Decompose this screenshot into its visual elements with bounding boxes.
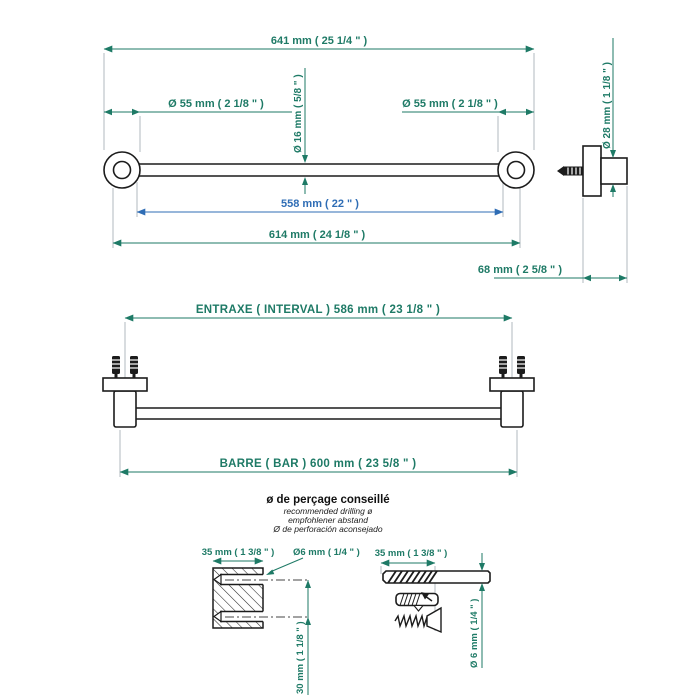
arrowhead <box>619 275 627 281</box>
dim-inner-span: 558 mm ( 22 " ) <box>281 198 359 210</box>
dim-drill-diameter: Ø 6 mm ( 1/4 " ) <box>469 598 480 668</box>
anchor-screw <box>130 356 138 374</box>
dim-hole-spacing: 30 mm ( 1 1/8 " ) <box>295 621 306 694</box>
dim-drill-flute-length: 35 mm ( 1 3/8 " ) <box>374 548 448 559</box>
hole-clearance <box>220 612 265 622</box>
note-german: empfohlener abstand <box>288 515 368 525</box>
arrowhead <box>302 155 308 163</box>
right-post <box>501 391 523 427</box>
arrowhead <box>305 580 311 588</box>
drilling-note <box>266 494 389 534</box>
arrowhead <box>583 275 591 281</box>
wall-anchors <box>112 356 525 379</box>
anchor-ribs <box>112 360 525 368</box>
anchor-screw <box>499 356 507 374</box>
dim-overall-width: 641 mm ( 25 1/4 " ) <box>270 35 368 47</box>
note-french: ø de perçage conseillé <box>266 494 390 506</box>
arrowhead <box>104 109 112 115</box>
anchor-screw <box>112 356 120 374</box>
arrowhead <box>498 109 506 115</box>
front-view <box>103 304 534 477</box>
left-rosette-inner <box>114 162 131 179</box>
dim-hole-diameter: Ø6 mm ( 1/4 " ) <box>293 547 360 558</box>
left-post <box>114 391 136 427</box>
screw-tip <box>557 166 564 176</box>
dim-wall-projection: 68 mm ( 2 5/8 " ) <box>477 264 562 276</box>
post-body-profile <box>601 158 627 184</box>
dim-bar-length: BARRE ( BAR ) 600 mm ( 23 5/8 " ) <box>219 458 417 470</box>
hardware-detail <box>375 548 490 668</box>
wall-section-detail <box>202 547 360 695</box>
arrowhead <box>132 109 140 115</box>
dim-post-diameter: Ø 28 mm ( 1 1/8 " ) <box>602 62 613 149</box>
dim-bar-diameter: Ø 16 mm ( 5/8 " ) <box>293 74 304 153</box>
right-flange-plate <box>490 378 534 391</box>
screw-thread <box>395 616 427 626</box>
dim-interval: ENTRAXE ( INTERVAL ) 586 mm ( 23 1/8 " ) <box>195 304 441 316</box>
anchor-screw <box>517 356 525 374</box>
screw-head <box>427 608 441 632</box>
plug-fin <box>414 606 423 612</box>
hole-clearance <box>220 575 265 585</box>
left-flange-plate <box>103 378 147 391</box>
note-spanish: Ø de perforación aconsejado <box>273 524 383 534</box>
bar-front <box>120 408 517 419</box>
dim-rosette-right: Ø 55 mm ( 2 1/8 " ) <box>402 98 498 110</box>
top-view <box>104 35 534 248</box>
dim-rosette-left: Ø 55 mm ( 2 1/8 " ) <box>168 98 264 110</box>
right-rosette-inner <box>508 162 525 179</box>
arrowhead <box>526 109 534 115</box>
dim-drill-depth: 35 mm ( 1 3/8 " ) <box>201 547 275 558</box>
arrowhead <box>479 563 485 571</box>
note-english: recommended drilling ø <box>283 506 373 516</box>
arrowhead <box>610 150 616 158</box>
wall-flange-profile <box>583 146 601 196</box>
dim-outer-span: 614 mm ( 24 1/8 " ) <box>268 229 366 241</box>
leader-line <box>270 558 303 572</box>
